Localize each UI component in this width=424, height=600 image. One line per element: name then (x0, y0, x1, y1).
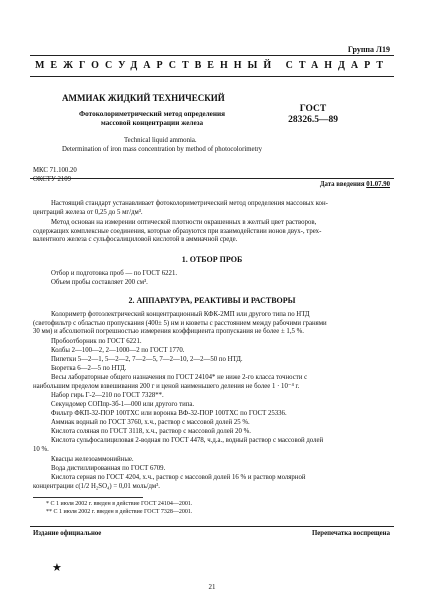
page-number: 21 (208, 583, 216, 591)
scales-paragraph (33, 374, 391, 391)
intro-paragraph-1 (33, 200, 391, 217)
section-1-heading: 1. ОТБОР ПРОБ (181, 255, 243, 264)
text-line: Кислота сульфосалициловая 2-водная по ГОСТ 4478, ч.д.а., водный раствор с массовой долей (51, 437, 324, 444)
equipment-item: Пипетки 5—2—1, 5—2—2, 7—2—5, 7—2—10, 2—2—50 по НТД. (51, 356, 243, 363)
equipment-item: Набор гирь Г-2—210 по ГОСТ 7328**. (51, 392, 164, 399)
gost-number: 28326.5—89 (288, 115, 338, 125)
document-subtitle (62, 110, 242, 127)
text-line: Кислота серная по ГОСТ 4204, х.ч., раствор с массовой долей 16 % и раствор молярной (51, 474, 306, 481)
colorimeter-paragraph (33, 311, 391, 337)
text-line: концентрации c(1/2 H₂SO₄) = 0,01 моль/дм³. (33, 482, 160, 490)
english-title (62, 137, 262, 154)
text-line: наибольшим пределом взвешивания 200 г и ценой наименьшего деления не более 1 · 10⁻⁴ г. (33, 382, 300, 390)
english-title-line: Technical liquid ammonia. (124, 137, 197, 144)
banner-rule (30, 76, 394, 77)
text-line: центраций железа от 0,25 до 5 мг/дм³. (33, 208, 143, 216)
text-line: Весы лабораторные общего назначения по ГОСТ 24104* не ниже 2-го класса точности с (51, 374, 308, 381)
text-line: Колориметр фотоэлектрический концентрационный КФК-2МП или другого типа по НТД (51, 311, 310, 318)
sampling-line: Отбор и подготовка проб — по ГОСТ 6221. (51, 270, 178, 277)
reagent-item: Вода дистиллированная по ГОСТ 6709. (51, 465, 166, 472)
star-icon: ★ (52, 562, 62, 574)
text-line: (светофильтр с областью пропускания (400± 5) нм и кюветы с расстоянием между рабочими гранями (33, 319, 327, 327)
date-value: 01.07.90 (366, 181, 390, 188)
reagent-item: Кислота соляная по ГОСТ 3118, х.ч., раствор с массовой долей 20 %. (51, 428, 251, 435)
sulfosalicylic-paragraph (33, 437, 391, 454)
okstu-code: ОКСТУ 2109 (33, 175, 72, 183)
reagent-item: Квасцы железоаммонийные. (51, 456, 134, 463)
subtitle-line: Фотоколориметрический метод определения (79, 110, 225, 118)
footnote-2: ** С 1 июля 2002 г. введен в действие ГОСТ 7328—2001. (46, 509, 193, 515)
sample-volume-line: Объем пробы составляет 200 см³. (51, 279, 148, 286)
effective-date (320, 181, 390, 188)
equipment-item: Секундомер СОПпр-3б-1—000 или другого типа. (51, 401, 195, 408)
reprint-prohibited-label: Перепечатка воспрещена (312, 530, 390, 537)
equipment-item: Фильтр ФКП-32-ПОР 100ТХС или воронка ВФ-32-ПОР 100ТХС по ГОСТ 25336. (51, 410, 287, 417)
gost-label: ГОСТ (299, 104, 327, 114)
mks-code: МКС 71.100.20 (33, 167, 77, 174)
equipment-item: Пробоотборник по ГОСТ 6221. (51, 338, 142, 345)
text-line: Метод основан на измерении оптической плотности окрашенных в желтый цвет растворов, (51, 219, 317, 226)
footnote-rule (33, 497, 143, 498)
classification-codes (33, 167, 77, 184)
gost-designation (278, 104, 348, 126)
classification-group: Группа Л19 (347, 45, 390, 54)
text-line: Настоящий стандарт устанавливает фотоколориметрический метод определения массовых кон- (51, 200, 328, 207)
subtitle-line: массовой концентрации железа (100, 118, 204, 127)
text-line: валентного железа с сульфосалициловой кислотой в аммиачной среде. (33, 236, 238, 244)
date-label: Дата введения (319, 181, 365, 188)
official-edition-label: Издание официальное (33, 530, 102, 537)
intro-paragraph-2 (33, 219, 391, 245)
interstate-standard-banner: МЕЖГОСУДАРСТВЕННЫЙ СТАНДАРТ (34, 60, 390, 71)
document-title: АММИАК ЖИДКИЙ ТЕХНИЧЕСКИЙ (62, 93, 225, 103)
sulfuric-acid-paragraph (33, 474, 391, 491)
equipment-item: Бюретка 6—2—5 по НТД. (51, 365, 127, 372)
footer-rule (30, 526, 394, 527)
text-line: содержащих комплексные соединения, которые образуются при взаимодействии ионов двух-, трех- (33, 227, 322, 235)
top-rule (30, 55, 394, 56)
english-title-line: Determination of iron mass concentration by method of photocolorimetry (62, 145, 263, 153)
text-line: 30 мм) и абсолютной погрешностью измерения коэффициента пропускания не более ± 1,5 %. (33, 328, 304, 336)
equipment-item: Колбы 2—100—2, 2—1000—2 по ГОСТ 1770. (51, 347, 185, 354)
text-line: 10 %. (33, 445, 49, 453)
reagent-item: Аммиак водный по ГОСТ 3760, х.ч., раствор с массовой долей 25 %. (51, 419, 250, 426)
header-rule (30, 178, 394, 179)
section-2-heading: 2. АППАРАТУРА, РЕАКТИВЫ И РАСТВОРЫ (128, 296, 296, 305)
footnote-1: * С 1 июля 2002 г. введен в действие ГОСТ 24104—2001. (46, 501, 193, 507)
